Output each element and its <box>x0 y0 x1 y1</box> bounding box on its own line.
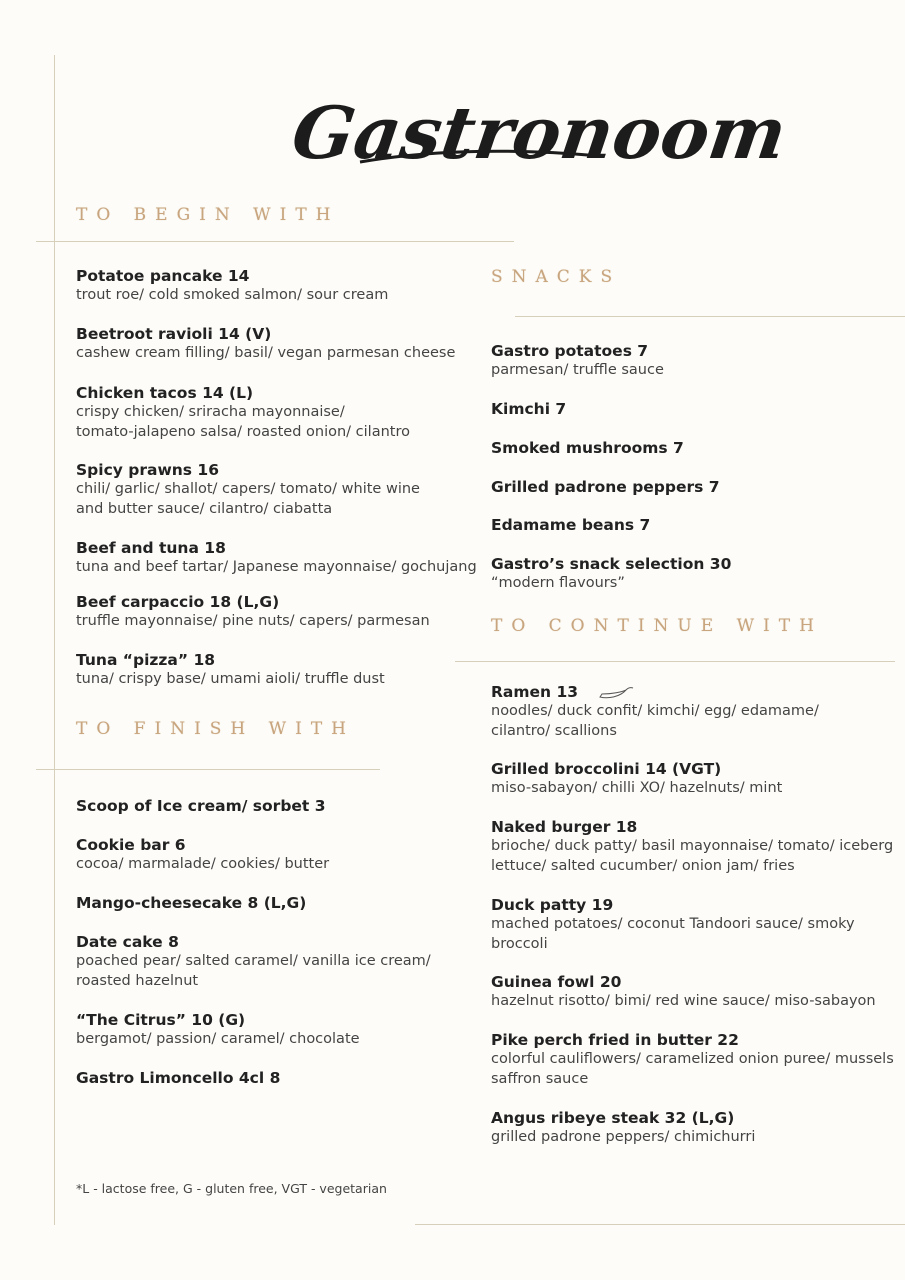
menu-item <box>491 1109 755 1148</box>
item-description: tuna and beef tartar/ Japanese mayonnaise/ gochujang <box>76 559 477 575</box>
item-description: colorful cauliflowers/ caramelized onion puree/ mussels <box>491 1051 894 1067</box>
item-name: Naked burger 18 <box>491 818 638 836</box>
item-name: Mango-cheesecake 8 (L,G) <box>76 894 307 912</box>
gastronoom-logo <box>287 70 792 190</box>
menu-item <box>76 894 306 913</box>
menu-item <box>491 896 855 954</box>
item-description: brioche/ duck patty/ basil mayonnaise/ tomato/ iceberg <box>491 838 894 854</box>
divider-bottom <box>415 1224 905 1225</box>
item-description: poached pear/ salted caramel/ vanilla ice cream/ <box>76 953 431 969</box>
menu-item <box>491 555 731 594</box>
menu-item <box>76 1011 360 1050</box>
item-description-line2: roasted hazelnut <box>76 972 199 989</box>
item-description-line2: cilantro/ scallions <box>491 722 617 739</box>
item-name: Smoked mushrooms 7 <box>491 439 684 457</box>
section-title-continue: TO CONTINUE WITH <box>491 616 823 636</box>
menu-item <box>491 683 819 741</box>
menu-item <box>491 439 684 458</box>
menu-item <box>76 325 455 364</box>
item-description: noodles/ duck confit/ kimchi/ egg/ edamame/ <box>491 703 819 719</box>
menu-item <box>76 461 420 519</box>
item-name: Chicken tacos 14 (L) <box>76 384 254 402</box>
item-name: Beetroot ravioli 14 (V) <box>76 325 272 343</box>
item-name: Edamame beans 7 <box>491 516 651 534</box>
item-name: Spicy prawns 16 <box>76 461 220 479</box>
divider-continue <box>455 661 895 662</box>
item-description-line2: tomato-jalapeno salsa/ roasted onion/ cilantro <box>76 423 410 440</box>
chili-pepper-icon <box>598 685 634 701</box>
item-name: Cookie bar 6 <box>76 836 186 854</box>
item-name: Pike perch fried in butter 22 <box>491 1031 739 1049</box>
item-description: tuna/ crispy base/ umami aioli/ truffle dust <box>76 671 385 687</box>
section-title-snacks: SNACKS <box>491 267 622 287</box>
item-description: cocoa/ marmalade/ cookies/ butter <box>76 856 330 872</box>
item-name: Ramen 13 <box>491 683 579 701</box>
menu-item <box>491 1031 894 1089</box>
item-name: Grilled broccolini 14 (VGT) <box>491 760 722 778</box>
menu-item <box>76 267 388 306</box>
menu-item <box>76 651 385 690</box>
item-name: Duck patty 19 <box>491 896 614 914</box>
item-description: chili/ garlic/ shallot/ capers/ tomato/ white wine <box>76 481 420 497</box>
menu-item <box>491 760 782 799</box>
item-description-line2: and butter sauce/ cilantro/ ciabatta <box>76 500 333 517</box>
menu-item <box>491 818 893 876</box>
item-description: cashew cream filling/ basil/ vegan parmesan cheese <box>76 345 456 361</box>
item-name: Beef and tuna 18 <box>76 539 226 557</box>
menu-item <box>76 933 431 991</box>
item-name: Grilled padrone peppers 7 <box>491 478 720 496</box>
divider-snacks <box>515 316 905 317</box>
svg-text:Gastronoom: Gastronoom <box>287 91 792 176</box>
item-description: parmesan/ truffle sauce <box>491 362 664 378</box>
item-description: grilled padrone peppers/ chimichurri <box>491 1129 756 1145</box>
item-name: Gastro Limoncello 4cl 8 <box>76 1069 281 1087</box>
item-description: miso-sabayon/ chilli XO/ hazelnuts/ mint <box>491 780 783 796</box>
item-name: “The Citrus” 10 (G) <box>76 1011 246 1029</box>
menu-item <box>491 478 720 497</box>
menu-item <box>491 516 650 535</box>
item-name: Angus ribeye steak 32 (L,G) <box>491 1109 735 1127</box>
divider-finish <box>36 769 380 770</box>
item-name: Date cake 8 <box>76 933 179 951</box>
menu-item <box>76 797 326 816</box>
menu-item <box>76 384 410 442</box>
item-description: mached potatoes/ coconut Tandoori sauce/ smoky <box>491 916 855 932</box>
menu-item <box>76 539 477 578</box>
menu-item <box>76 836 329 875</box>
item-description-line2: lettuce/ salted cucumber/ onion jam/ fries <box>491 857 795 874</box>
item-name: Potatoe pancake 14 <box>76 267 250 285</box>
item-description-line2: broccoli <box>491 935 548 952</box>
item-name: Kimchi 7 <box>491 400 567 418</box>
item-name: Tuna “pizza” 18 <box>76 651 216 669</box>
menu-item <box>491 400 566 419</box>
item-name: Beef carpaccio 18 (L,G) <box>76 593 280 611</box>
item-description: “modern flavours” <box>491 575 625 591</box>
item-name: Gastro’s snack selection 30 <box>491 555 732 573</box>
menu-item <box>491 973 876 1012</box>
item-description: bergamot/ passion/ caramel/ chocolate <box>76 1031 360 1047</box>
divider-begin <box>36 241 514 242</box>
section-title-begin: TO BEGIN WITH <box>76 205 340 225</box>
item-description: trout roe/ cold smoked salmon/ sour cream <box>76 287 389 303</box>
item-name: Scoop of Ice cream/ sorbet 3 <box>76 797 326 815</box>
item-description: hazelnut risotto/ bimi/ red wine sauce/ miso-sabayon <box>491 993 876 1009</box>
section-title-finish: TO FINISH WITH <box>76 719 356 739</box>
menu-item <box>76 593 430 632</box>
dietary-footnote: *L - lactose free, G - gluten free, VGT - vegetarian <box>76 1181 387 1196</box>
item-description-line2: saffron sauce <box>491 1070 589 1087</box>
left-border-line <box>54 55 55 1225</box>
menu-item <box>76 1069 280 1088</box>
item-description: crispy chicken/ sriracha mayonnaise/ <box>76 404 345 420</box>
item-name: Gastro potatoes 7 <box>491 342 649 360</box>
item-description: truffle mayonnaise/ pine nuts/ capers/ parmesan <box>76 613 430 629</box>
item-name: Guinea fowl 20 <box>491 973 622 991</box>
menu-item <box>491 342 664 381</box>
